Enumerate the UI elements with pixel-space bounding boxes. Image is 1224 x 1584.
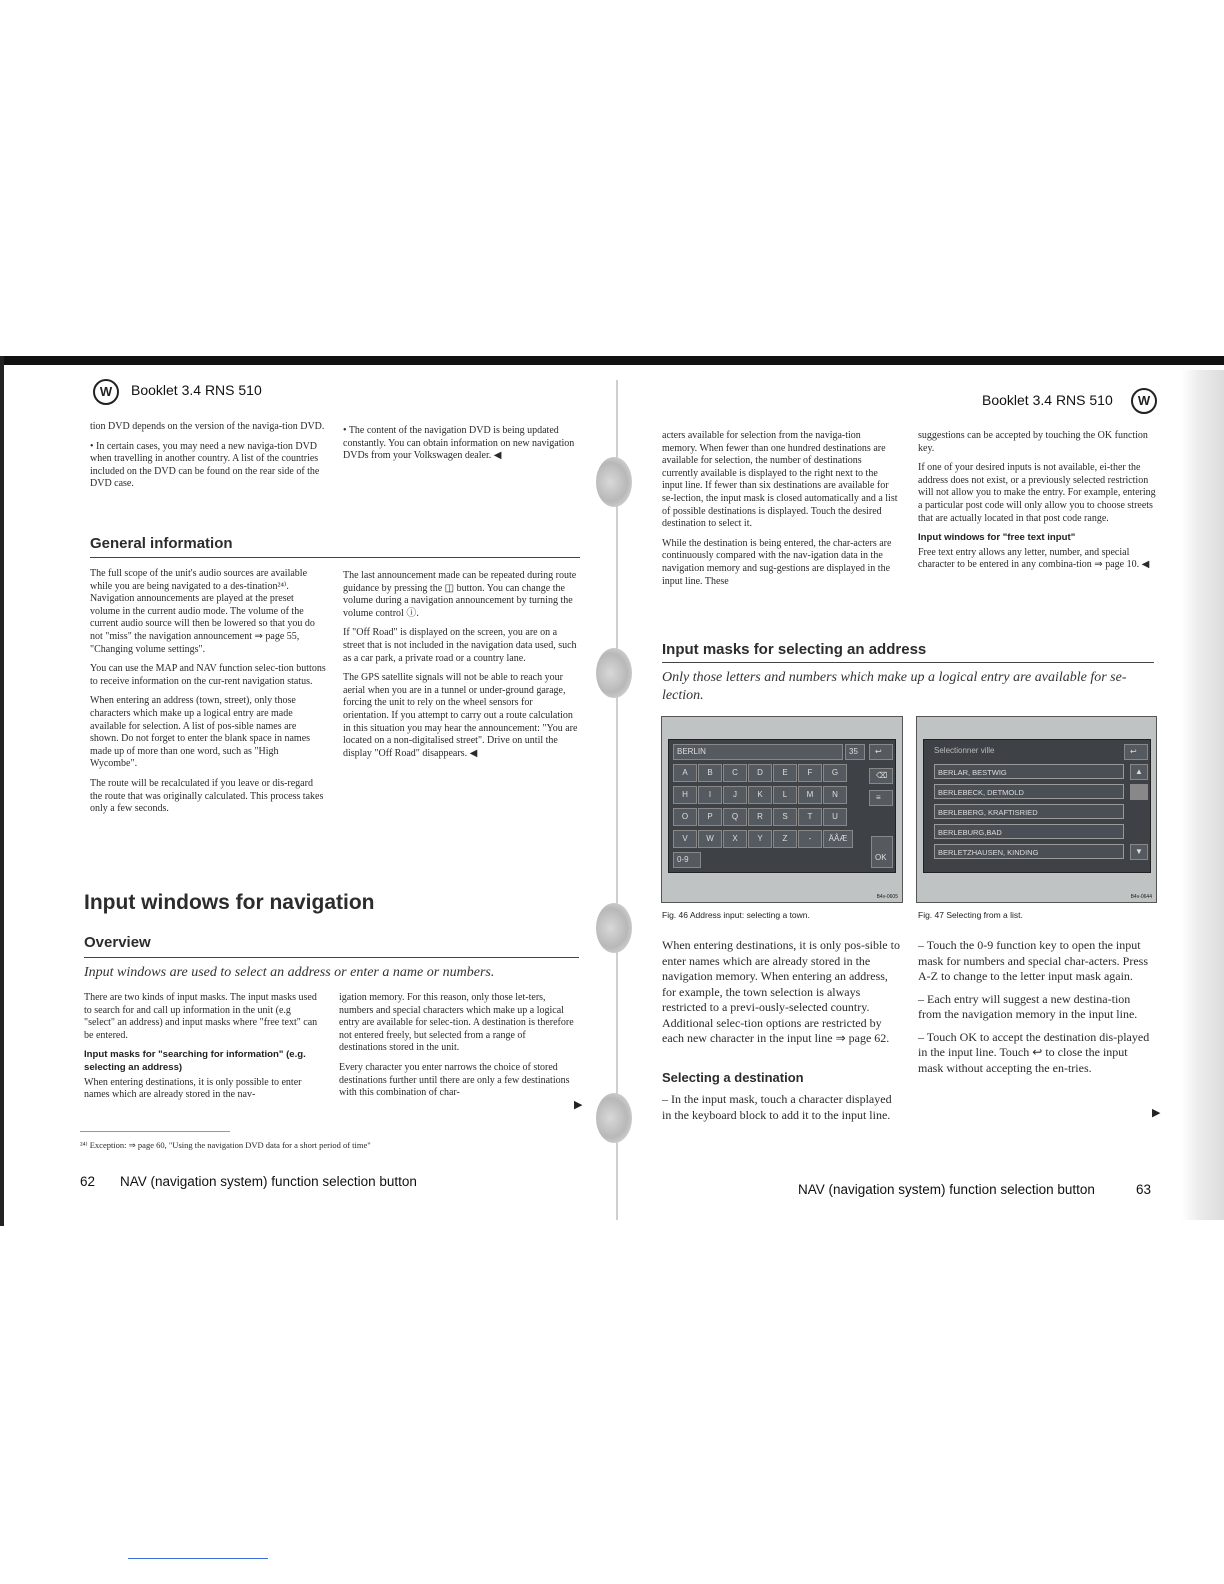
overview-col2: [339, 992, 575, 1107]
keyboard-key[interactable]: [823, 808, 847, 826]
key-label: F: [807, 768, 813, 777]
keyboard-key[interactable]: [798, 764, 822, 782]
scrollbar-thumb[interactable]: [1130, 784, 1148, 800]
key-label: U: [832, 812, 838, 821]
delete-button[interactable]: [869, 768, 893, 784]
paragraph: The full scope of the unit's audio sources are available while you are being navigated to a des-tination²⁴⁾. Navigation announcements are played at the preset volume in the current audio mode. The volume of the current audio source will then be lowered so that you do not "miss" the navigation announcement ⇒ page 55, "Changing volume settings".: [90, 568, 315, 655]
keyboard-key[interactable]: [723, 786, 747, 804]
footnote: ²⁴⁾ Exception: ⇒ page 60, "Using the navigation DVD data for a short period of time": [80, 1140, 371, 1150]
paragraph: tion DVD depends on the version of the naviga-tion DVD.: [90, 421, 325, 432]
input-windows-heading: Input windows for navigation: [84, 891, 375, 914]
key-label: G: [831, 768, 839, 777]
keyboard-key[interactable]: [673, 830, 697, 848]
key-label: E: [782, 768, 788, 777]
input-value: BERLIN: [677, 747, 706, 756]
paragraph: – Touch OK to accept the destination dis-played in the input line. Touch ↩ to close the input mask without accepting the en-tries.: [918, 1029, 1150, 1075]
general-col1: [90, 568, 326, 823]
keyboard-key[interactable]: [748, 830, 772, 848]
paragraph: • In certain cases, you may need a new naviga-tion DVD when travelling in another country. A list of the countries included on the DVD can be found on the rear side of the DVD case.: [90, 440, 320, 490]
keyboard-screen: [668, 739, 896, 873]
keyboard-key[interactable]: [798, 830, 822, 848]
heading-rule: [90, 557, 580, 558]
key-label: Y: [757, 834, 763, 843]
paragraph: igation memory. For this reason, only those let-ters, numbers and special characters which make up a logical entry are available for selec-tion. A destination is therefore not entered freely, but selected from a range of destinations stored in the unit.: [339, 992, 574, 1054]
left-page-number: 62: [80, 1174, 96, 1189]
figure-47: [916, 716, 1157, 903]
key-label: L: [782, 790, 788, 799]
keyboard-key[interactable]: [798, 808, 822, 826]
keyboard-key[interactable]: [748, 808, 772, 826]
scroll-down-button[interactable]: [1130, 844, 1148, 860]
left-col1-top: [90, 421, 326, 498]
key-label: W: [706, 834, 714, 843]
right-col1-bottom: [662, 938, 900, 1054]
paragraph: The last announcement made can be repeated during route guidance by pressing the ◫ button. You can change the volume during a navigation announcement by turning the volume control ⓘ.: [343, 570, 577, 619]
paragraph: While the destination is being entered, the char-acters are continuously compared with the nav-igation data in the navigation memory and sug-gestions are displayed in the input line. These: [662, 537, 892, 587]
list-item[interactable]: BERLEBECK, DETMOLD: [934, 784, 1124, 799]
keyboard-key[interactable]: [723, 764, 747, 782]
keyboard-key[interactable]: [748, 786, 772, 804]
paragraph: If one of your desired inputs is not available, ei-ther the address does not exist, or a previously selected restriction will not allow you to make the entry. For example, entering a particular post code will only allow you to choose streets that are actually located in that post code range.: [918, 462, 1156, 524]
bottom-line: [128, 1558, 268, 1559]
keyboard-key[interactable]: [823, 786, 847, 804]
left-edge: [0, 356, 4, 1226]
destination-count: 35: [845, 744, 865, 760]
figure-47-caption: Fig. 47 Selecting from a list.: [918, 910, 1023, 920]
heading-rule: [84, 957, 579, 958]
left-footer-title: NAV (navigation system) function selection button: [120, 1174, 417, 1189]
list-title: Selectionner ville: [934, 746, 995, 755]
right-footer-title: NAV (navigation system) function selection button: [798, 1182, 1095, 1197]
general-information-heading: General information: [90, 535, 233, 552]
delete-icon: ⌫: [876, 771, 888, 780]
back-button[interactable]: [1124, 744, 1148, 760]
keyboard-key[interactable]: [673, 808, 697, 826]
chevron-down-icon: ▼: [1135, 847, 1143, 856]
figure-id: B4v-0644: [1130, 894, 1152, 900]
key-label: T: [807, 812, 813, 821]
keyboard-key[interactable]: [698, 786, 722, 804]
list-button[interactable]: [869, 790, 893, 806]
list-icon: ≡: [876, 793, 881, 802]
key-label: D: [757, 768, 763, 777]
paragraph: acters available for selection from the naviga-tion memory. When fewer than one hundred destinations are available for selection, the number of destinations currently available is displayed to the right next to the input line. If fewer than six destinations are available for se-lection, the input mask is closed automatically and a list of possible destinations is displayed. Touch the desired destination to select it.: [662, 430, 898, 530]
list-item[interactable]: BERLAR, BESTWIG: [934, 764, 1124, 779]
binder-ring: [596, 1093, 632, 1143]
continue-arrow-icon: ▶: [574, 1099, 583, 1111]
key-label: B: [707, 768, 713, 777]
keyboard-key[interactable]: [773, 764, 797, 782]
keyboard-key[interactable]: [673, 764, 697, 782]
keyboard-key[interactable]: [698, 764, 722, 782]
paragraph: Free text entry allows any letter, number, and special character to be entered in any combina-tion ⇒ page 10. ◀: [918, 546, 1150, 571]
paragraph: You can use the MAP and NAV function selec-tion buttons to receive information on the cur-rent navigation status.: [90, 663, 326, 687]
right-col2-top: [918, 430, 1156, 579]
key-label: ÄÅÆ: [828, 834, 848, 843]
ok-key[interactable]: OK: [871, 836, 893, 868]
vw-logo-icon: W: [1131, 388, 1157, 414]
overview-heading: Overview: [84, 934, 151, 951]
paragraph: The route will be recalculated if you leave or dis-regard the route that was originally calculated. This process takes only a few seconds.: [90, 777, 324, 815]
paragraph: When entering destinations, it is only pos-sible to enter names which are already stored in the navigation memory. When entering an address, for example, the town selection is always restricted to a previ-ously-selected country. Additional selec-tion options are restricted by each new character in the input line ⇒ page 62.: [662, 938, 900, 1045]
key-label: P: [707, 812, 713, 821]
key-label: M: [806, 790, 814, 799]
key-label: N: [832, 790, 838, 799]
keyboard-key[interactable]: [698, 808, 722, 826]
figure-id: B4v-0605: [876, 894, 898, 900]
paragraph: The GPS satellite signals will not be able to reach your aerial when you are in a tunnel or under-ground garage, forcing the unit to rely on the wheel sensors for orientation. If you attempt to carry out a route calculation in this situation you may hear the announcement: "You are located on a non-digitalised street". Drive on until the display "Off Road" disappears. ◀: [343, 672, 578, 759]
vw-logo-icon: W: [93, 379, 119, 405]
list-item[interactable]: BERLETZHAUSEN, KINDING: [934, 844, 1124, 859]
key-label: X: [732, 834, 738, 843]
subheading: Input windows for "free text input": [918, 532, 1076, 544]
left-col2-top: [343, 425, 579, 470]
keyboard-key[interactable]: [823, 764, 847, 782]
key-label: Z: [782, 834, 788, 843]
chevron-up-icon: ▲: [1135, 767, 1143, 776]
scroll-up-button[interactable]: [1130, 764, 1148, 780]
list-screen: [923, 739, 1151, 873]
keyboard-key[interactable]: [773, 808, 797, 826]
overview-intro: Input windows are used to select an address or enter a name or numbers.: [84, 965, 495, 980]
masks-intro: Only those letters and numbers which make up a logical entry are available for se-lection.: [662, 670, 1127, 703]
keyboard-key[interactable]: [798, 786, 822, 804]
paragraph: – Touch the 0-9 function key to open the input mask for numbers and special char-acters. Press A-Z to change to the letter input mask again.: [918, 938, 1149, 983]
key-label: J: [733, 790, 737, 799]
back-arrow-icon: ↩: [875, 747, 882, 756]
paragraph: There are two kinds of input masks. The input masks used to search for and call up information in the unit (e.g "select" an address) and input masks where "free text" can be entered.: [84, 992, 318, 1041]
keyboard-key[interactable]: [773, 786, 797, 804]
selecting-destination-heading: Selecting a destination: [662, 1070, 804, 1085]
back-button[interactable]: [869, 744, 893, 760]
key-label: Q: [731, 812, 739, 821]
left-header-title: Booklet 3.4 RNS 510: [131, 382, 262, 398]
list-item[interactable]: BERLEBERG, KRAFTISRIED: [934, 804, 1124, 819]
keyboard-key[interactable]: [723, 830, 747, 848]
address-input-field[interactable]: [673, 744, 843, 760]
keyboard-key[interactable]: [748, 764, 772, 782]
right-col1-top: [662, 430, 898, 595]
paragraph: • The content of the navigation DVD is being updated constantly. You can obtain information on new navigation DVDs from your Volkswagen dealer. ◀: [343, 425, 575, 462]
input-masks-heading: Input masks for selecting an address: [662, 641, 927, 658]
paragraph: If "Off Road" is displayed on the screen, you are on a street that is not included in the navigation data used, such as a car park, a private road or a country lane.: [343, 627, 577, 664]
key-label: R: [757, 812, 763, 821]
paragraph: When entering an address (town, street), only those characters which make up a logical entry are made available for selection. A list of pos-sible names are shown. Do not forget to enter the blank space in names made up of more than one word, such as "High Wycombe".: [90, 695, 311, 770]
overview-col1: [84, 992, 320, 1109]
subheading: Input masks for "searching for information" (e.g. selecting an address): [84, 1049, 306, 1073]
figure-46: [661, 716, 903, 903]
figure-46-caption: Fig. 46 Address input: selecting a town.: [662, 910, 810, 920]
page-edge-shadow: [1182, 370, 1224, 1220]
key-label: H: [682, 790, 688, 799]
keyboard-key[interactable]: [723, 808, 747, 826]
binder-ring: [596, 457, 632, 507]
top-black-bar: [0, 356, 1224, 365]
right-col2-bottom: [918, 938, 1154, 1083]
key-label: O: [681, 812, 689, 821]
key-label: V: [682, 834, 688, 843]
selecting-step: [662, 1092, 900, 1130]
right-header-title: Booklet 3.4 RNS 510: [982, 392, 1113, 408]
binder-ring: [596, 903, 632, 953]
key-label: I: [708, 790, 712, 799]
key-label: K: [757, 790, 763, 799]
keyboard-key[interactable]: [773, 830, 797, 848]
paragraph: suggestions can be accepted by touching the OK function key.: [918, 430, 1148, 454]
heading-rule: [662, 662, 1154, 663]
paragraph: – In the input mask, touch a character displayed in the keyboard block to add it to the input line.: [662, 1092, 892, 1122]
keyboard-key[interactable]: [673, 786, 697, 804]
keyboard-key[interactable]: [698, 830, 722, 848]
paragraph: Every character you enter narrows the choice of stored destinations further until there are only a few destinations with this combination of char-: [339, 1061, 570, 1099]
paragraph: – Each entry will suggest a new destina-tion from the navigation memory in the input line.: [918, 991, 1138, 1021]
right-page-number: 63: [1136, 1182, 1152, 1197]
key-label: C: [732, 768, 738, 777]
key-label: S: [782, 812, 788, 821]
binder-ring: [596, 648, 632, 698]
list-item[interactable]: BERLEBURG,BAD: [934, 824, 1124, 839]
paragraph: When entering destinations, it is only possible to enter names which are already stored in the nav-: [84, 1076, 302, 1101]
numbers-key[interactable]: 0-9: [673, 852, 701, 868]
key-label: -: [808, 834, 812, 843]
keyboard-key[interactable]: [823, 830, 853, 848]
back-arrow-icon: ↩: [1130, 747, 1137, 756]
footnote-rule: [80, 1131, 230, 1132]
continue-arrow-icon: ▶: [1152, 1107, 1161, 1119]
general-col2: [343, 570, 579, 767]
key-label: A: [682, 768, 688, 777]
